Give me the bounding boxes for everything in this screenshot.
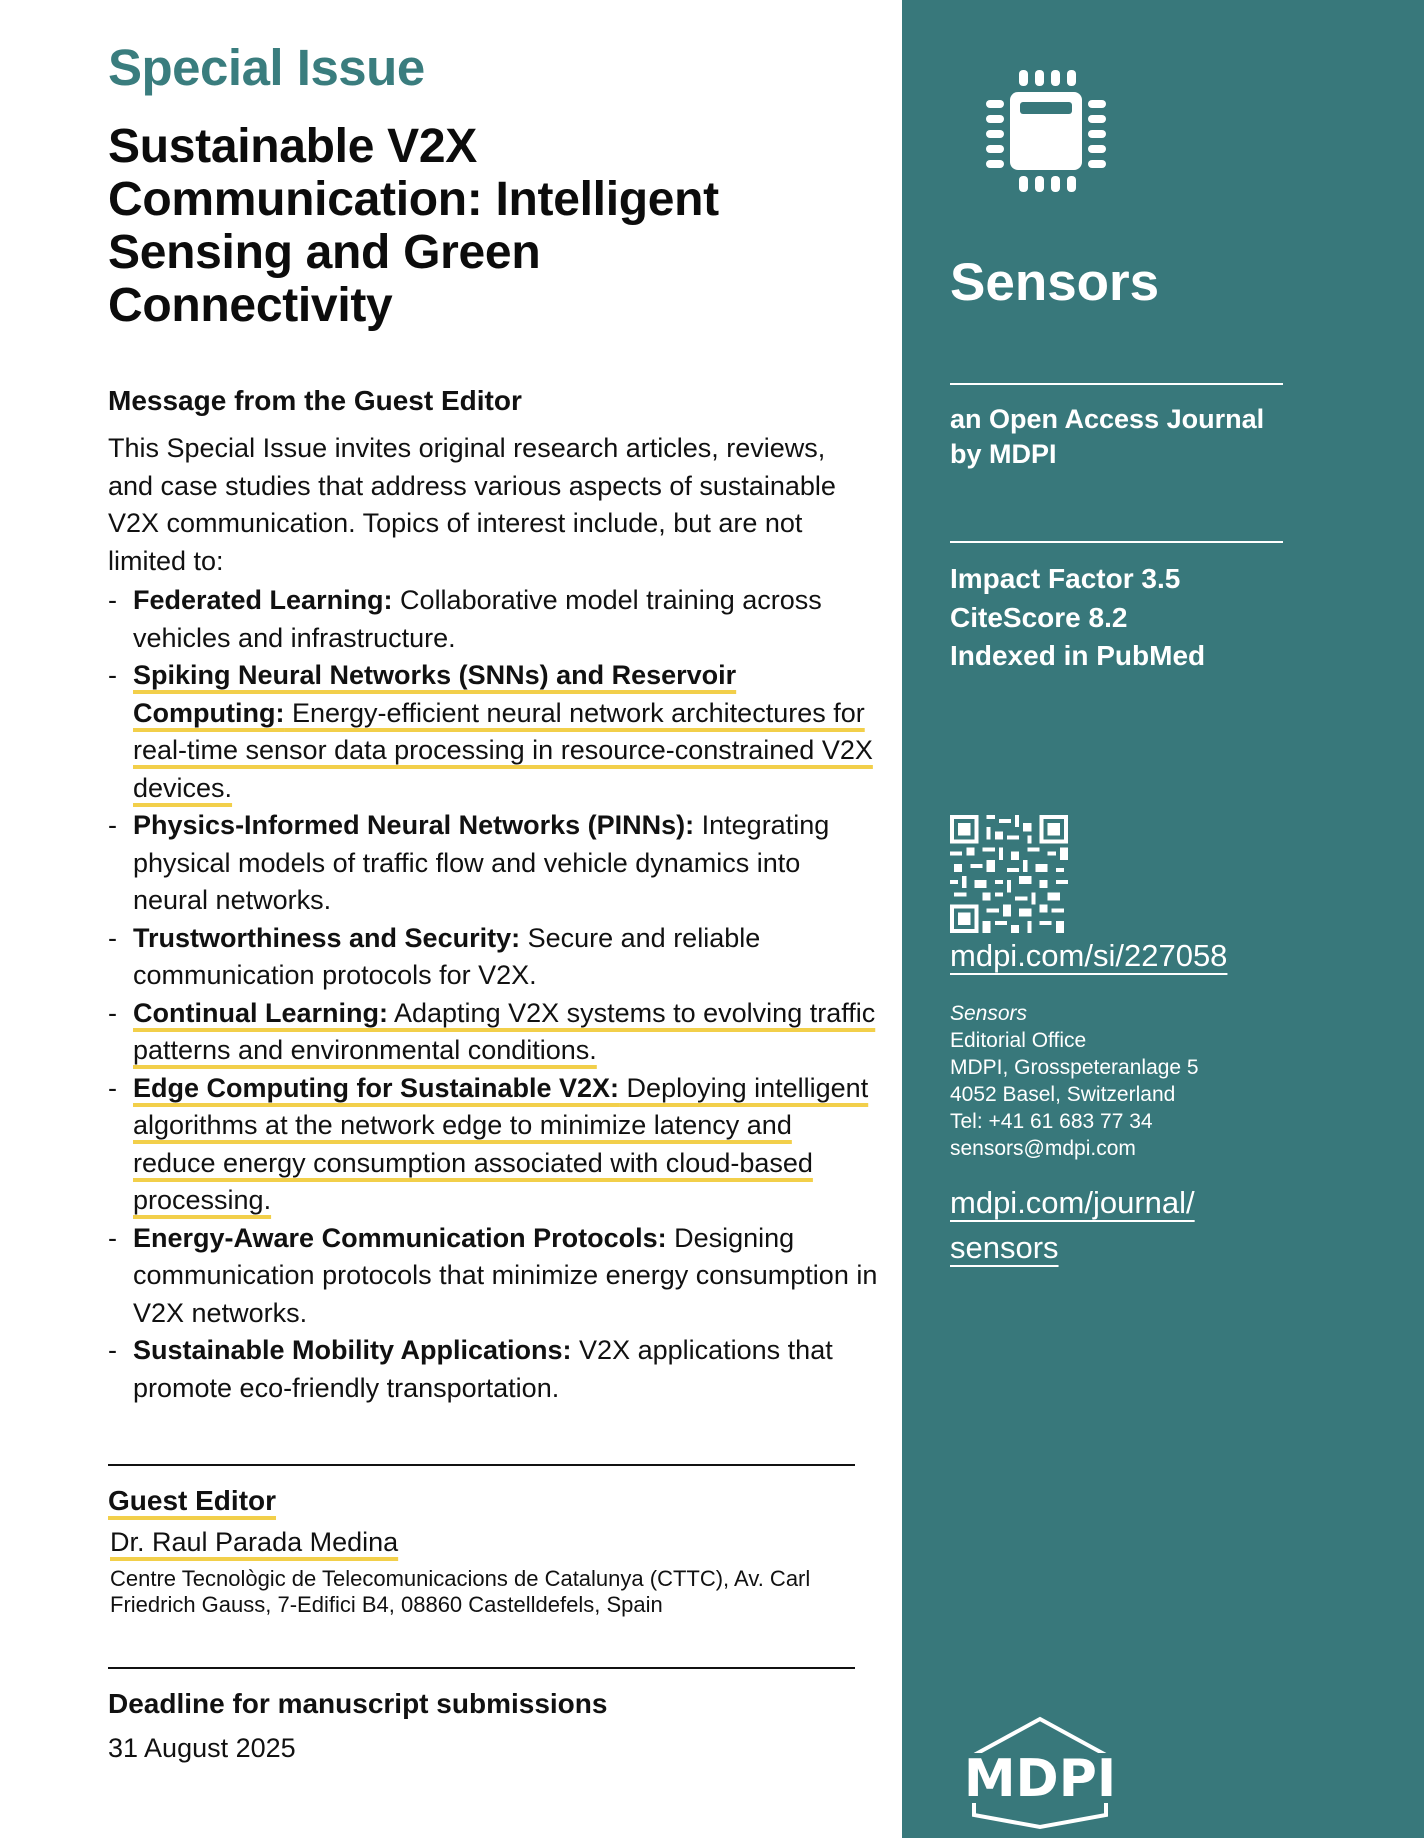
sidebar-divider: [950, 383, 1283, 385]
topic-desc: Energy-efficient neural network architectures for real-time sensor data processing in resource-constrained V2X devices.: [133, 697, 873, 803]
guest-editor-affiliation: Centre Tecnològic de Telecomunicacions de Catalunya (CTTC), Av. Carl Friedrich Gauss, 7-Edifici B4, 08860 Castelldefels, Spain: [110, 1566, 811, 1617]
topic-term: Continual Learning:: [133, 997, 388, 1028]
special-issue-label: Special Issue: [108, 39, 425, 96]
topics-list: [108, 582, 878, 1407]
topic-item: - Energy-Aware Communication Protocols: Designing communication protocols that minimize energy consumption in V2X networks.: [108, 1222, 878, 1328]
topic-item: - Physics-Informed Neural Networks (PINNs): Integrating physical models of traffic flow and vehicle dynamics into neural networks.: [108, 810, 830, 915]
topic-desc: Deploying intelligent algorithms at the network edge to minimize latency and reduce energy consumption associated with cloud-based processing.: [133, 1072, 869, 1215]
divider: [108, 1464, 855, 1466]
message-intro: This Special Issue invites original research articles, reviews, and case studies that address various aspects of sustainable V2X communication. Topics of interest include, but are not limited to:: [108, 433, 836, 576]
message-heading: Message from the Guest Editor: [108, 385, 522, 416]
topic-desc: Designing communication protocols that minimize energy consumption in V2X networks.: [133, 1222, 878, 1328]
office-journal: Sensors: [950, 1002, 1028, 1025]
page-title: Sustainable V2X Communication: Intelligent Sensing and Green Connectivity: [108, 120, 719, 332]
journal-sidebar: [902, 0, 1424, 1838]
indexed-in: Indexed in PubMed: [950, 640, 1206, 671]
deadline-date: 31 August 2025: [108, 1733, 296, 1763]
topic-desc: V2X applications that promote eco-friendly transportation.: [133, 1335, 833, 1403]
topic-term: Physics-Informed Neural Networks (PINNs):: [133, 810, 695, 840]
office-line: Editorial Office: [950, 1029, 1087, 1052]
office-email[interactable]: sensors@mdpi.com: [950, 1137, 1136, 1160]
microchip-icon: [982, 68, 1110, 194]
journal-link[interactable]: mdpi.com/journal/ sensors: [950, 1185, 1195, 1265]
topic-item: - Edge Computing for Sustainable V2X: Deploying intelligent algorithms at the network edge to minimize latency and reduce energy consumption associated with cloud-based processing.: [108, 1072, 869, 1215]
guest-editor-name: Dr. Raul Parada Medina: [110, 1527, 399, 1557]
office-city: 4052 Basel, Switzerland: [950, 1083, 1176, 1106]
divider: [108, 1667, 855, 1669]
topic-term: Edge Computing for Sustainable V2X:: [133, 1072, 620, 1103]
guest-editor-label: Guest Editor: [108, 1485, 277, 1516]
editorial-office: [950, 1000, 1199, 1162]
mdpi-logo: [950, 1715, 1130, 1831]
sidebar-divider: [950, 541, 1283, 543]
qr-code-icon[interactable]: [950, 815, 1068, 933]
office-tel: Tel: +41 61 683 77 34: [950, 1110, 1153, 1133]
journal-name: Sensors: [950, 253, 1160, 312]
open-access-label: an Open Access Journal by MDPI: [950, 404, 1265, 469]
topic-item: - Spiking Neural Networks (SNNs) and Reservoir Computing: Energy-efficient neural network architectures for real-time sensor data processing in resource-constrained V2X devices.: [108, 660, 873, 803]
topic-term: Trustworthiness and Security:: [133, 922, 521, 953]
topic-term: Energy-Aware Communication Protocols:: [133, 1222, 667, 1253]
topic-term: Spiking Neural Networks (SNNs) and Reservoir Computing:: [133, 660, 737, 728]
impact-factor: Impact Factor 3.5: [950, 563, 1181, 594]
special-issue-link[interactable]: mdpi.com/si/227058: [950, 938, 1228, 973]
topic-desc: Collaborative model training across vehicles and infrastructure.: [133, 585, 822, 653]
topic-item: - Continual Learning: Adapting V2X systems to evolving traffic patterns and environmental conditions.: [108, 997, 876, 1065]
svg-text:MDPI: MDPI: [963, 1749, 1117, 1809]
topic-item: - Sustainable Mobility Applications: V2X applications that promote eco-friendly transportation.: [108, 1335, 833, 1403]
citescore: CiteScore 8.2: [950, 601, 1128, 633]
topic-term: Sustainable Mobility Applications:: [133, 1335, 572, 1365]
journal-metrics: [950, 560, 1205, 676]
topic-term: Federated Learning:: [133, 585, 393, 615]
topic-desc: Integrating physical models of traffic flow and vehicle dynamics into neural networks.: [133, 810, 830, 915]
topic-desc: Secure and reliable communication protocols for V2X.: [133, 922, 761, 990]
topic-item: - Trustworthiness and Security: Secure and reliable communication protocols for V2X.: [108, 922, 761, 990]
topic-desc: Adapting V2X systems to evolving traffic patterns and environmental conditions.: [133, 997, 876, 1065]
office-address: MDPI, Grosspeteranlage 5: [950, 1056, 1199, 1079]
deadline-label: Deadline for manuscript submissions: [108, 1688, 608, 1719]
topic-item: - Federated Learning: Collaborative model training across vehicles and infrastructure.: [108, 585, 822, 653]
